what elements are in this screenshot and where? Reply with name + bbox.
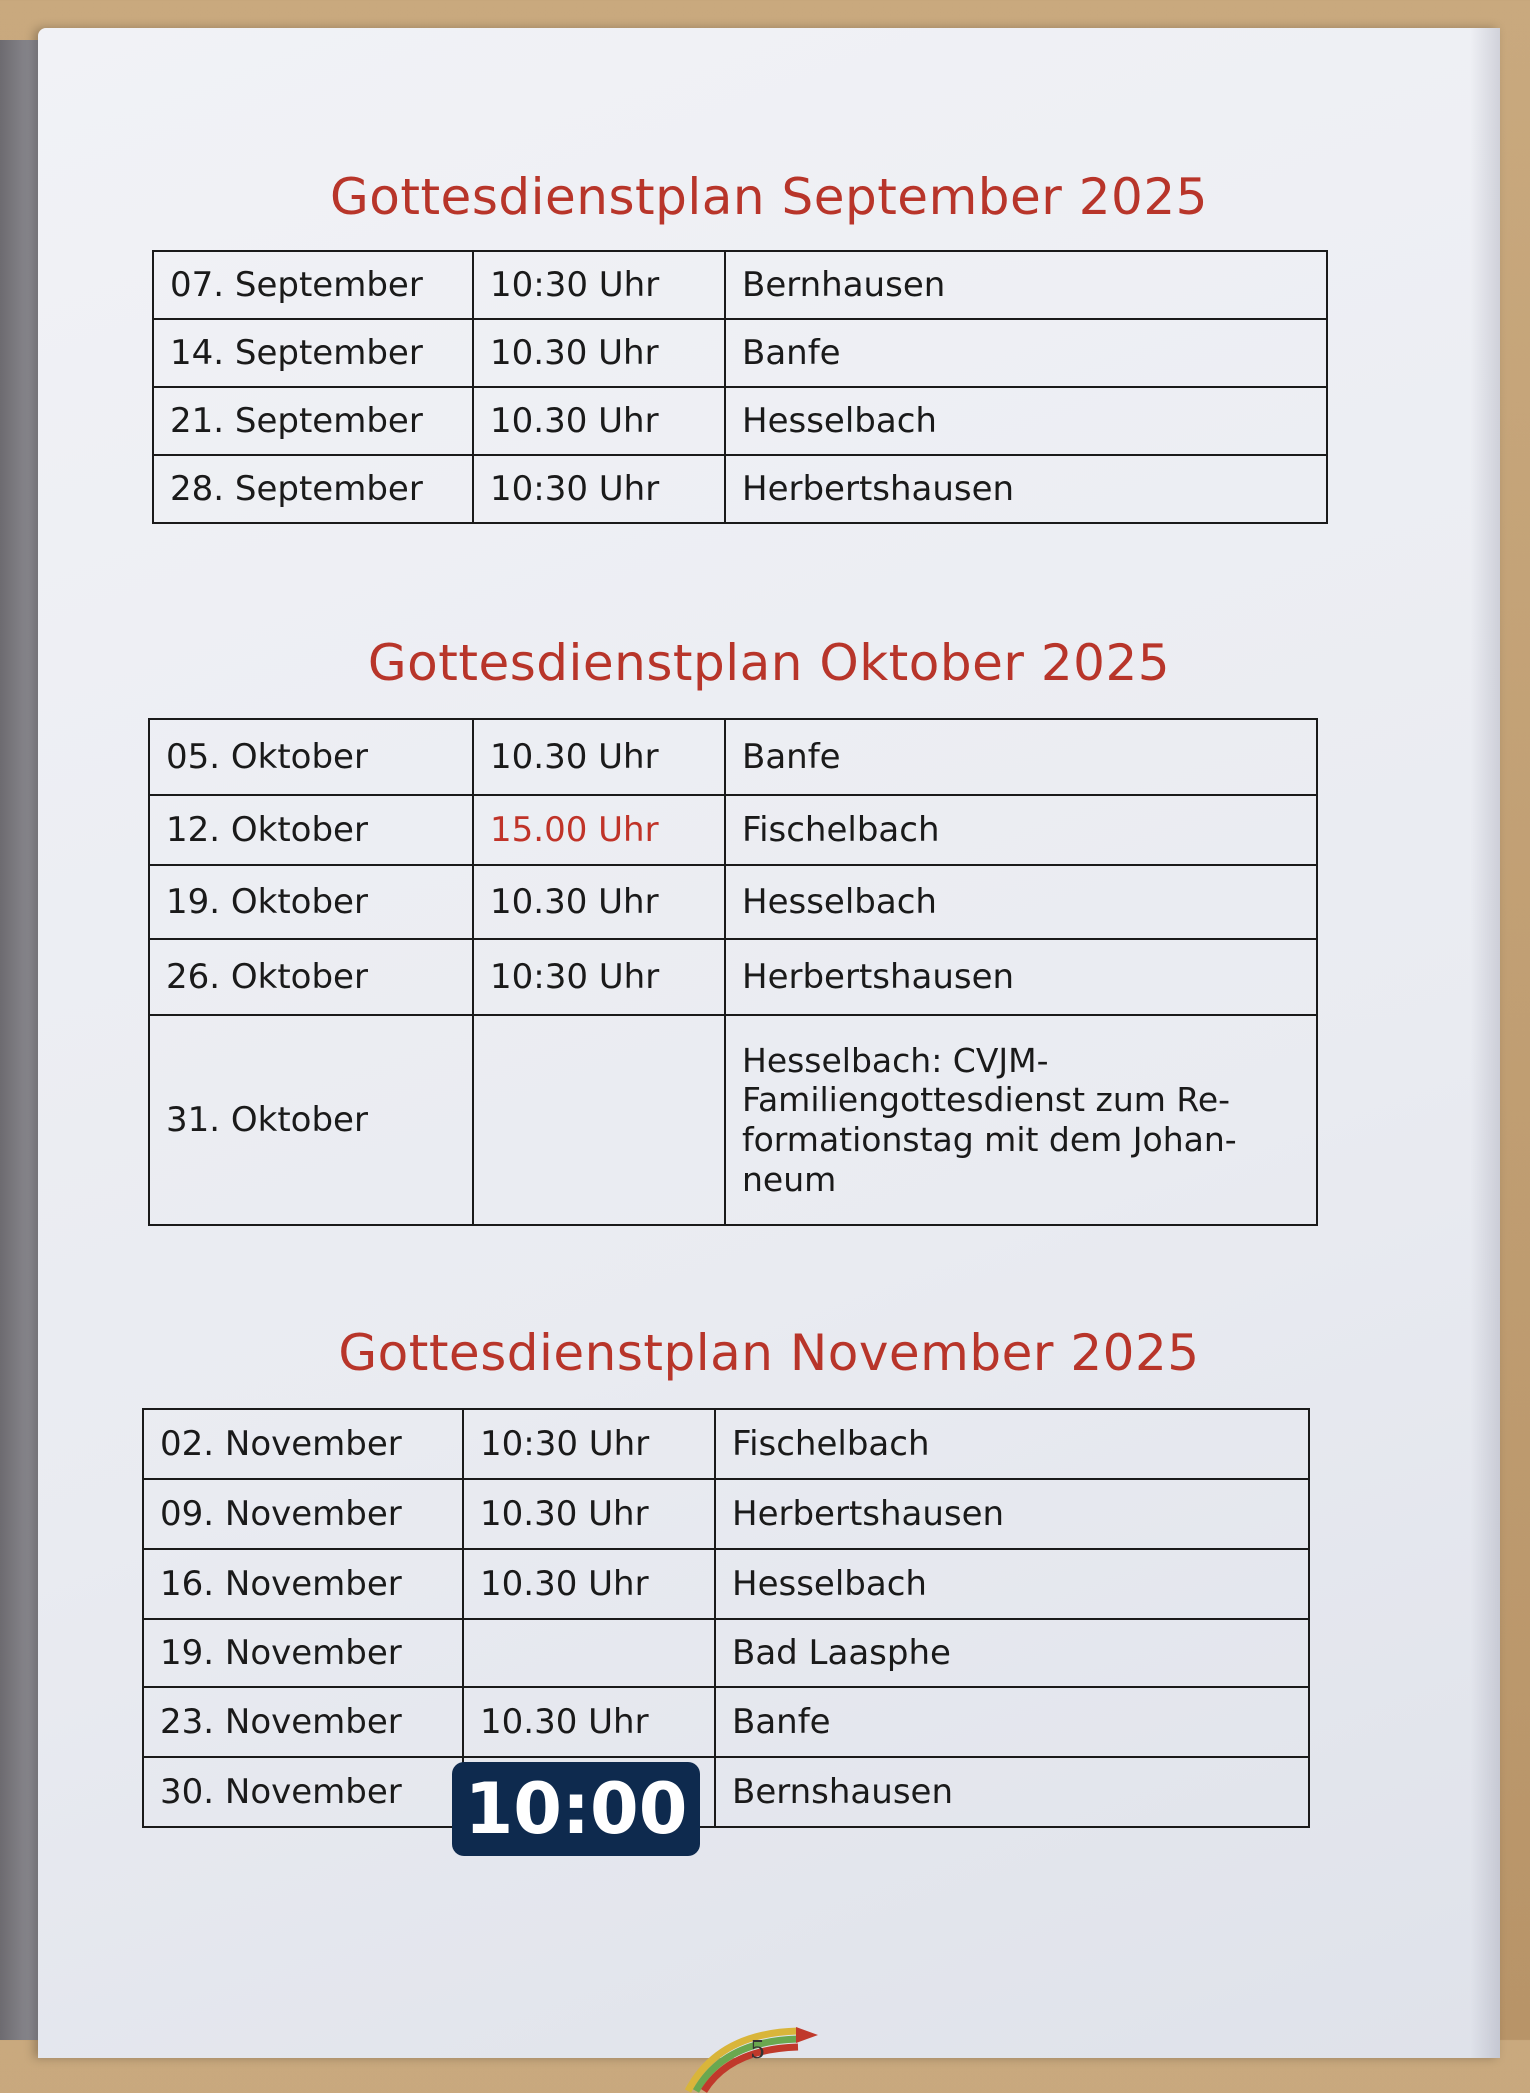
date-cell: 16. November [143,1549,463,1619]
place-cell: Bernhausen [725,251,1327,319]
place-cell: Herbertshausen [725,455,1327,523]
place-cell: Banfe [725,719,1317,795]
date-cell: 07. September [153,251,473,319]
table-row [153,319,1327,387]
table-row [153,455,1327,523]
place-cell: Hesselbach [715,1549,1309,1619]
time-cell-highlighted: 15.00 Uhr [473,795,725,865]
place-cell: Hesselbach [725,865,1317,939]
table-row [143,1687,1309,1757]
table-row [149,865,1317,939]
date-cell: 23. November [143,1687,463,1757]
place-cell: Bernshausen [715,1757,1309,1827]
date-cell: 31. Oktober [149,1015,473,1225]
place-cell: Banfe [715,1687,1309,1757]
time-cell: 10.30 Uhr [473,319,725,387]
date-cell: 02. November [143,1409,463,1479]
table-row [149,1015,1317,1225]
time-cell: 10:30 Uhr [473,251,725,319]
place-cell: Hesselbach [725,387,1327,455]
date-cell: 28. September [153,455,473,523]
place-cell: Hesselbach: CVJM-Familiengottesdienst zum Re-formationstag mit dem Johan-neum [725,1015,1317,1225]
table-row [149,795,1317,865]
time-cell [473,1015,725,1225]
oktober-table [148,718,1318,1226]
time-overlay-badge: 10:00 [452,1762,700,1856]
table-row [143,1479,1309,1549]
date-cell: 19. Oktober [149,865,473,939]
time-cell: 10:30 Uhr [463,1409,715,1479]
date-cell: 30. November [143,1757,463,1827]
date-cell: 05. Oktober [149,719,473,795]
table-row [143,1409,1309,1479]
oktober-title: Gottesdienstplan Oktober 2025 [367,634,1171,692]
time-cell: 10.30 Uhr [463,1549,715,1619]
place-cell: Fischelbach [725,795,1317,865]
september-title: Gottesdienstplan September 2025 [330,168,1208,226]
place-cell: Herbertshausen [725,939,1317,1015]
table-row [143,1757,1309,1827]
date-cell: 09. November [143,1479,463,1549]
time-cell: 10.30 Uhr [473,719,725,795]
september-table [152,250,1328,524]
table-row [153,251,1327,319]
date-cell: 14. September [153,319,473,387]
date-cell: 12. Oktober [149,795,473,865]
time-cell: 10.30 Uhr [463,1687,715,1757]
booklet-page [38,28,1500,2064]
table-row [143,1549,1309,1619]
time-cell: 10.30 Uhr [473,387,725,455]
time-cell [463,1619,715,1687]
table-row [153,387,1327,455]
place-cell: Banfe [725,319,1327,387]
place-cell: Bad Laasphe [715,1619,1309,1687]
date-cell: 21. September [153,387,473,455]
time-cell: 10.30 Uhr [473,865,725,939]
place-cell: Fischelbach [715,1409,1309,1479]
november-title: Gottesdienstplan November 2025 [338,1324,1200,1382]
page-number: 5 [750,2036,766,2064]
table-row [149,939,1317,1015]
date-cell: 19. November [143,1619,463,1687]
page-edge-shadow [1470,28,1500,2058]
november-table [142,1408,1310,1828]
table-row [149,719,1317,795]
time-cell: 10.30 Uhr [463,1479,715,1549]
time-cell: 10:30 Uhr [473,455,725,523]
time-cell: 10:30 Uhr [473,939,725,1015]
date-cell: 26. Oktober [149,939,473,1015]
table-row [143,1619,1309,1687]
place-cell: Herbertshausen [715,1479,1309,1549]
